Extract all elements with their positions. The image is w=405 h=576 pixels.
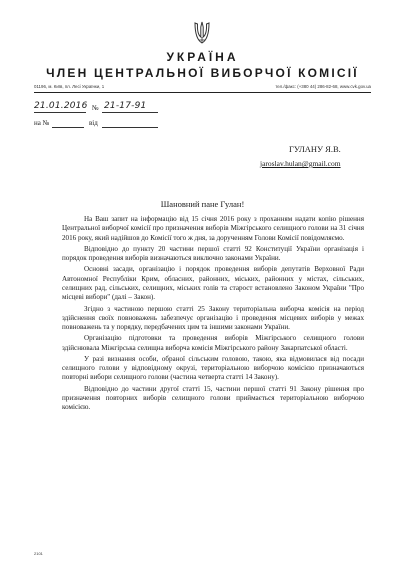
addressee-name: ГУЛАНУ Я.В. <box>289 144 341 154</box>
letterhead-address: 01196, м. Київ, пл. Лесі Українки, 1 <box>34 84 105 89</box>
number-prefix: № <box>92 104 99 112</box>
body-paragraph: Основні засади, організацію і порядок проведення виборів депутатів Верховної Ради Автономної Республіки Крим, обласних, районних, міських, районних у містах, сільських, селищних рад, сільських, селищних, міських голів та старост встановлено Законом України "Про місцеві вибори" (далі – Закон). <box>62 265 364 302</box>
body-paragraph: У разі визнання особи, обраної сільським головою, такою, яка відмовилася від посади селищного голови у відповідному окрузі, територіальною виборчою комісією призначаються повторні вибори селищного голови (частина четверта статті 14 Закону). <box>62 354 364 382</box>
reply-date-prefix: від <box>89 119 98 127</box>
letter-body <box>62 215 364 415</box>
body-paragraph: Організацію підготовки та проведення виборів Міжгірського селищного голови здійснювала Міжгірська селищна виборча комісія Міжгірського району Закарпатської області. <box>62 334 364 352</box>
letterhead-contacts-row <box>34 84 371 92</box>
addressee-email: jaroslav.hulan@gmail.com <box>260 159 341 168</box>
reply-number-underline <box>52 127 84 128</box>
body-paragraph: Відповідно до частини другої статті 15, частини першої статті 91 Закону рішення про призначення повторних виборів селищного голови приймається територіальною виборчою комісією. <box>62 384 364 412</box>
outgoing-date: 21.01.2016 <box>34 101 88 111</box>
reply-to-prefix: на № <box>34 119 50 127</box>
letterhead-title: ЧЛЕН ЦЕНТРАЛЬНОЇ ВИБОРЧОЇ КОМІСІЇ <box>46 66 359 80</box>
letterhead-country: УКРАЇНА <box>166 50 239 64</box>
body-paragraph: Відповідно до пункту 20 частини першої статті 92 Конституції України організація і порядок проведення виборів визначаються виключно законами України. <box>62 244 364 263</box>
reply-date-underline <box>102 127 158 128</box>
letterhead-contacts: тел./факс: (+380 44) 286-82-68, www.cvk.gov.ua <box>275 84 371 89</box>
body-paragraph: На Ваш запит на інформацію від 15 січня 2016 року з проханням надати копію рішення Центральної виборчої комісії про призначення виборів Міжгірського селищного голови на 31 січня 2016 року, який надійшов до Комісії того ж дня, за дорученням Голови Комісії повідомляємо. <box>62 215 364 242</box>
outgoing-number: 21-17-91 <box>104 101 147 111</box>
body-paragraph: Згідно з частиною першою статті 25 Закону територіальна виборча комісія на період здійснення своїх повноважень забезпечує організацію і проведення місцевих виборів у межах повноважень та у порядку, передбачених цим та іншими законами України. <box>62 304 364 332</box>
salutation: Шановний пане Гулан! <box>160 199 245 209</box>
trident-emblem-icon <box>194 21 210 45</box>
number-underline <box>102 112 158 113</box>
letterhead-divider <box>34 92 371 93</box>
footer-code: 2101 <box>34 551 43 556</box>
date-underline <box>34 112 86 113</box>
